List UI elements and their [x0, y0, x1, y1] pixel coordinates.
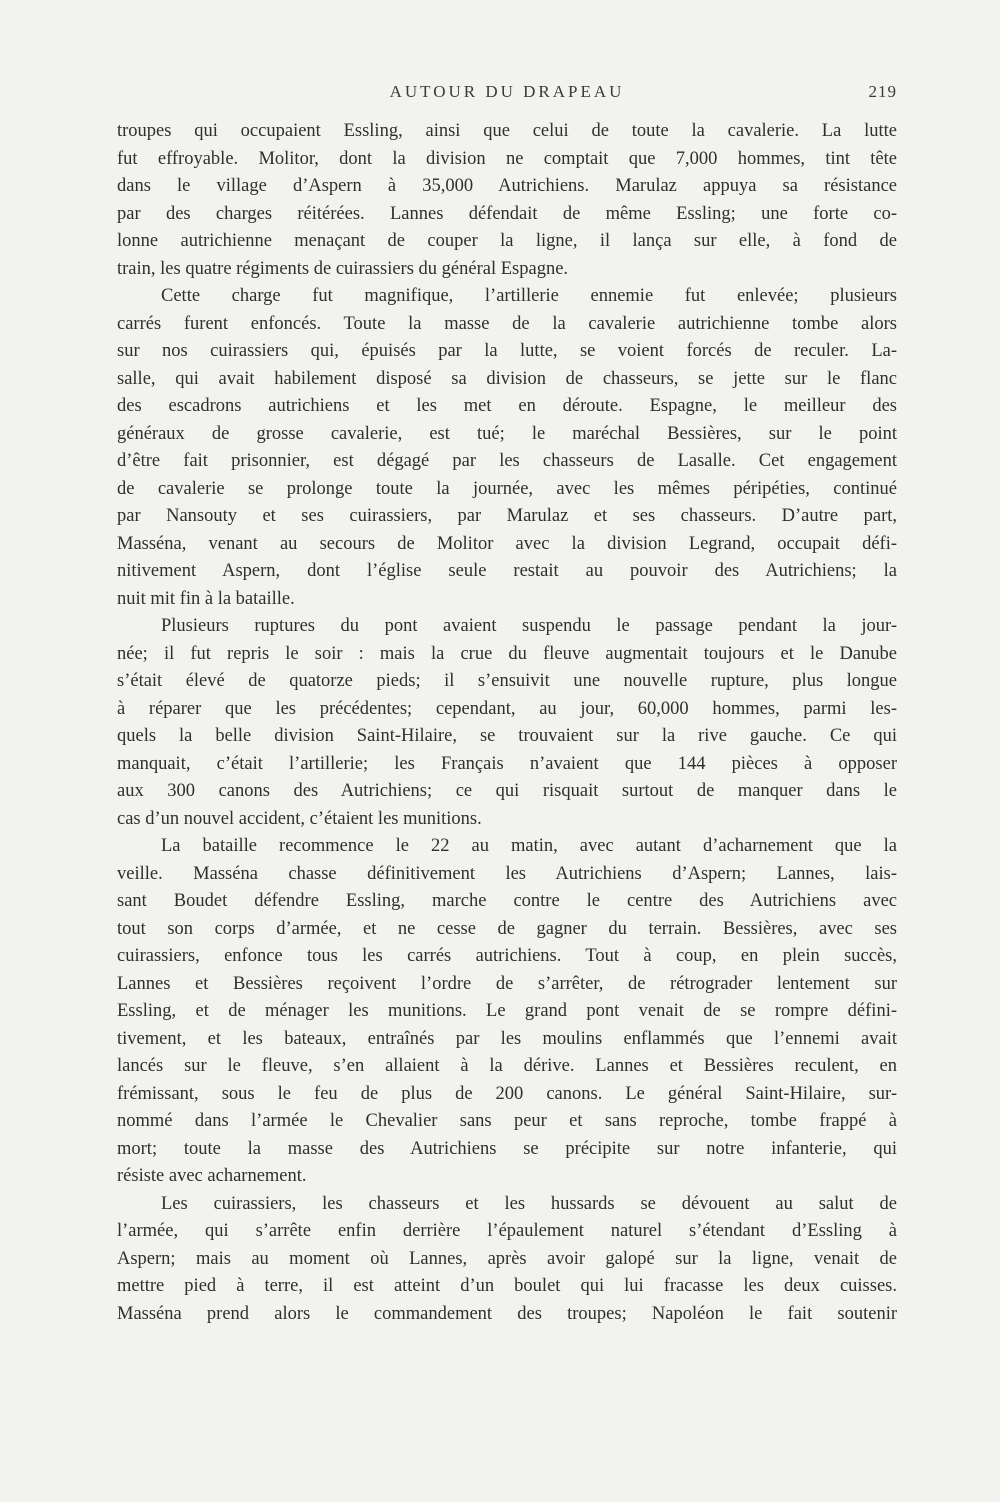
text-line: à réparer que les précédentes; cependant, au jour, 60,000 hommes, parmi les- [117, 698, 897, 719]
text-line: de cavalerie se prolonge toute la journée, avec les mêmes péripéties, continué [117, 478, 897, 499]
running-head [117, 82, 897, 106]
text-line: Cette charge fut magnifique, l’artillerie ennemie fut enlevée; plusieurs [161, 286, 897, 306]
text-line: lancés sur le fleuve, s’en allaient à la dérive. Lannes et Bessières reculent, en [117, 1056, 897, 1076]
text-line: Masséna prend alors le commandement des troupes; Napoléon le fait soutenir [117, 1303, 897, 1324]
text-line: La bataille recommence le 22 au matin, avec autant d’acharnement que la [161, 836, 897, 856]
text-line: par Nansouty et ses cuirassiers, par Marulaz et ses chasseurs. D’autre part, [117, 506, 897, 526]
text-line: résiste avec acharnement. [117, 1166, 307, 1186]
page-number: 219 [868, 82, 897, 101]
text-line: nitivement Aspern, dont l’église seule restait au pouvoir des Autrichiens; la [117, 561, 897, 581]
text-line: carrés furent enfoncés. Toute la masse de la cavalerie autrichienne tombe alors [117, 313, 897, 334]
text-line: troupes qui occupaient Essling, ainsi que celui de toute la cavalerie. La lutte [117, 121, 897, 141]
text-line: Les cuirassiers, les chasseurs et les hussards se dévouent au salut de [161, 1193, 897, 1214]
text-line: frémissant, sous le feu de plus de 200 canons. Le général Saint-Hilaire, sur- [117, 1083, 897, 1104]
text-line: manquait, c’était l’artillerie; les Français n’avaient que 144 pièces à opposer [117, 753, 897, 774]
text-line: Essling, et de ménager les munitions. Le grand pont venait de se rompre défini- [117, 1001, 897, 1021]
text-line: s’était élevé de quatorze pieds; il s’ensuivit une nouvelle rupture, plus longue [117, 671, 897, 691]
text-line: sur nos cuirassiers qui, épuisés par la lutte, se voient forcés de reculer. La- [117, 341, 897, 361]
text-line: Masséna, venant au secours de Molitor avec la division Legrand, occupait défi- [117, 533, 897, 554]
text-line: mort; toute la masse des Autrichiens se précipite sur notre infanterie, qui [117, 1138, 897, 1159]
text-line: quels la belle division Saint-Hilaire, se trouvaient sur la rive gauche. Ce qui [117, 726, 897, 746]
text-line: des escadrons autrichiens et les met en déroute. Espagne, le meilleur des [117, 396, 897, 416]
text-line: train, les quatre régiments de cuirassiers du général Espagne. [117, 258, 569, 279]
text-line: l’armée, qui s’arrête enfin derrière l’épaulement naturel s’étendant d’Essling à [117, 1221, 897, 1241]
text-line: salle, qui avait habilement disposé sa division de chasseurs, se jette sur le flanc [117, 368, 897, 389]
text-line: sant Boudet défendre Essling, marche contre le centre des Autrichiens avec [117, 891, 897, 911]
text-line: dans le village d’Aspern à 35,000 Autrichiens. Marulaz appuya sa résistance [117, 176, 897, 196]
text-line: tivement, et les bateaux, entraînés par les moulins enflammés que l’ennemi avait [117, 1028, 897, 1049]
text-line: mettre pied à terre, il est atteint d’un boulet qui lui fracasse les deux cuisses. [117, 1276, 897, 1296]
text-line: tout son corps d’armée, et ne cesse de gagner du terrain. Bessières, avec ses [117, 918, 897, 939]
text-line: Plusieurs ruptures du pont avaient suspendu le passage pendant la jour- [161, 616, 897, 636]
text-line: cuirassiers, enfonce tous les carrés autrichiens. Tout à coup, en plein succès, [117, 946, 897, 966]
text-line: lonne autrichienne menaçant de couper la ligne, il lança sur elle, à fond de [117, 231, 897, 251]
text-line: veille. Masséna chasse définitivement les Autrichiens d’Aspern; Lannes, lais- [117, 863, 897, 884]
text-line: par des charges réitérées. Lannes défendait de même Essling; une forte co- [117, 203, 897, 224]
text-line: nommé dans l’armée le Chevalier sans peur et sans reproche, tombe frappé à [117, 1111, 897, 1131]
text-line: Aspern; mais au moment où Lannes, après avoir galopé sur la ligne, venait de [117, 1248, 897, 1269]
text-line: née; il fut repris le soir : mais la crue du fleuve augmentait toujours et le Danube [117, 643, 897, 664]
text-line: Lannes et Bessières reçoivent l’ordre de s’arrêter, de rétrograder lentement sur [117, 973, 897, 994]
text-line: fut effroyable. Molitor, dont la division ne comptait que 7,000 hommes, tint tête [117, 148, 897, 169]
text-line: d’être fait prisonnier, est dégagé par les chasseurs de Lasalle. Cet engagement [117, 451, 897, 471]
text-line: cas d’un nouvel accident, c’étaient les munitions. [117, 808, 482, 829]
running-title: AUTOUR DU DRAPEAU [389, 82, 625, 101]
body-text [117, 118, 897, 1328]
text-line: nuit mit fin à la bataille. [117, 588, 295, 609]
text-line: généraux de grosse cavalerie, est tué; le maréchal Bessières, sur le point [117, 423, 897, 444]
text-line: aux 300 canons des Autrichiens; ce qui risquait surtout de manquer dans le [117, 781, 897, 801]
